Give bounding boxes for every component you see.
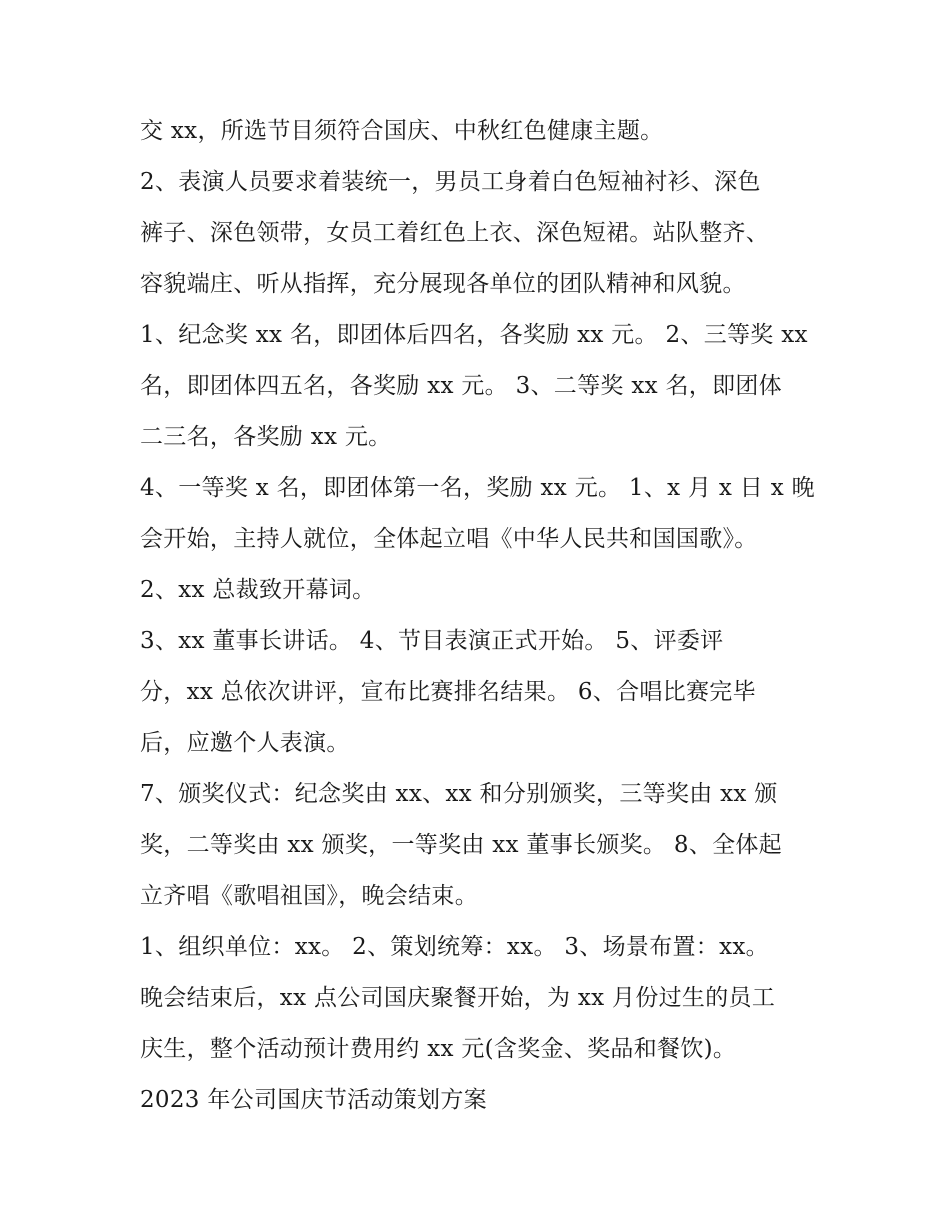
text-line: 晚会结束后，xx 点公司国庆聚餐开始，为 xx 月份过生的员工 <box>140 985 776 1011</box>
text-line: 分，xx 总依次讲评，宣布比赛排名结果。 6、合唱比赛完毕 <box>140 679 756 705</box>
text-line: 奖，二等奖由 xx 颁奖，一等奖由 xx 董事长颁奖。 8、全体起 <box>140 832 782 858</box>
document-title-line: 2023 年公司国庆节活动策划方案 <box>140 1087 487 1113</box>
text-line: 2、xx 总裁致开幕词。 <box>140 577 376 603</box>
text-line: 后，应邀个人表演。 <box>140 730 350 756</box>
text-line: 3、xx 董事长讲话。 4、节目表演正式开始。 5、评委评 <box>140 628 724 654</box>
text-line: 1、组织单位：xx。 2、策划统筹：xx。 3、场景布置：xx。 <box>140 934 769 960</box>
text-line: 名，即团体四五名，各奖励 xx 元。 3、二等奖 xx 名，即团体 <box>140 373 782 399</box>
text-line: 4、一等奖 x 名，即团体第一名，奖励 xx 元。 1、x 月 x 日 x 晚 <box>140 475 815 501</box>
text-line: 1、纪念奖 xx 名，即团体后四名，各奖励 xx 元。 2、三等奖 xx <box>140 322 808 348</box>
text-line: 2、表演人员要求着装统一，男员工身着白色短袖衬衫、深色 <box>140 169 761 195</box>
text-line: 交 xx，所选节目须符合国庆、中秋红色健康主题。 <box>140 118 664 144</box>
text-line: 7、颁奖仪式：纪念奖由 xx、xx 和分别颁奖，三等奖由 xx 颁 <box>140 781 778 807</box>
text-line: 二三名，各奖励 xx 元。 <box>140 424 392 450</box>
document-body <box>140 106 830 1126</box>
text-line: 会开始，主持人就位，全体起立唱《中华人民共和国国歌》。 <box>140 526 758 552</box>
text-line: 容貌端庄、听从指挥，充分展现各单位的团队精神和风貌。 <box>140 271 746 297</box>
text-line: 立齐唱《歌唱祖国》，晚会结束。 <box>140 883 478 909</box>
text-line: 裤子、深色领带，女员工着红色上衣、深色短裙。站队整齐、 <box>140 220 770 246</box>
text-line: 庆生，整个活动预计费用约 xx 元(含奖金、奖品和餐饮)。 <box>140 1036 737 1062</box>
